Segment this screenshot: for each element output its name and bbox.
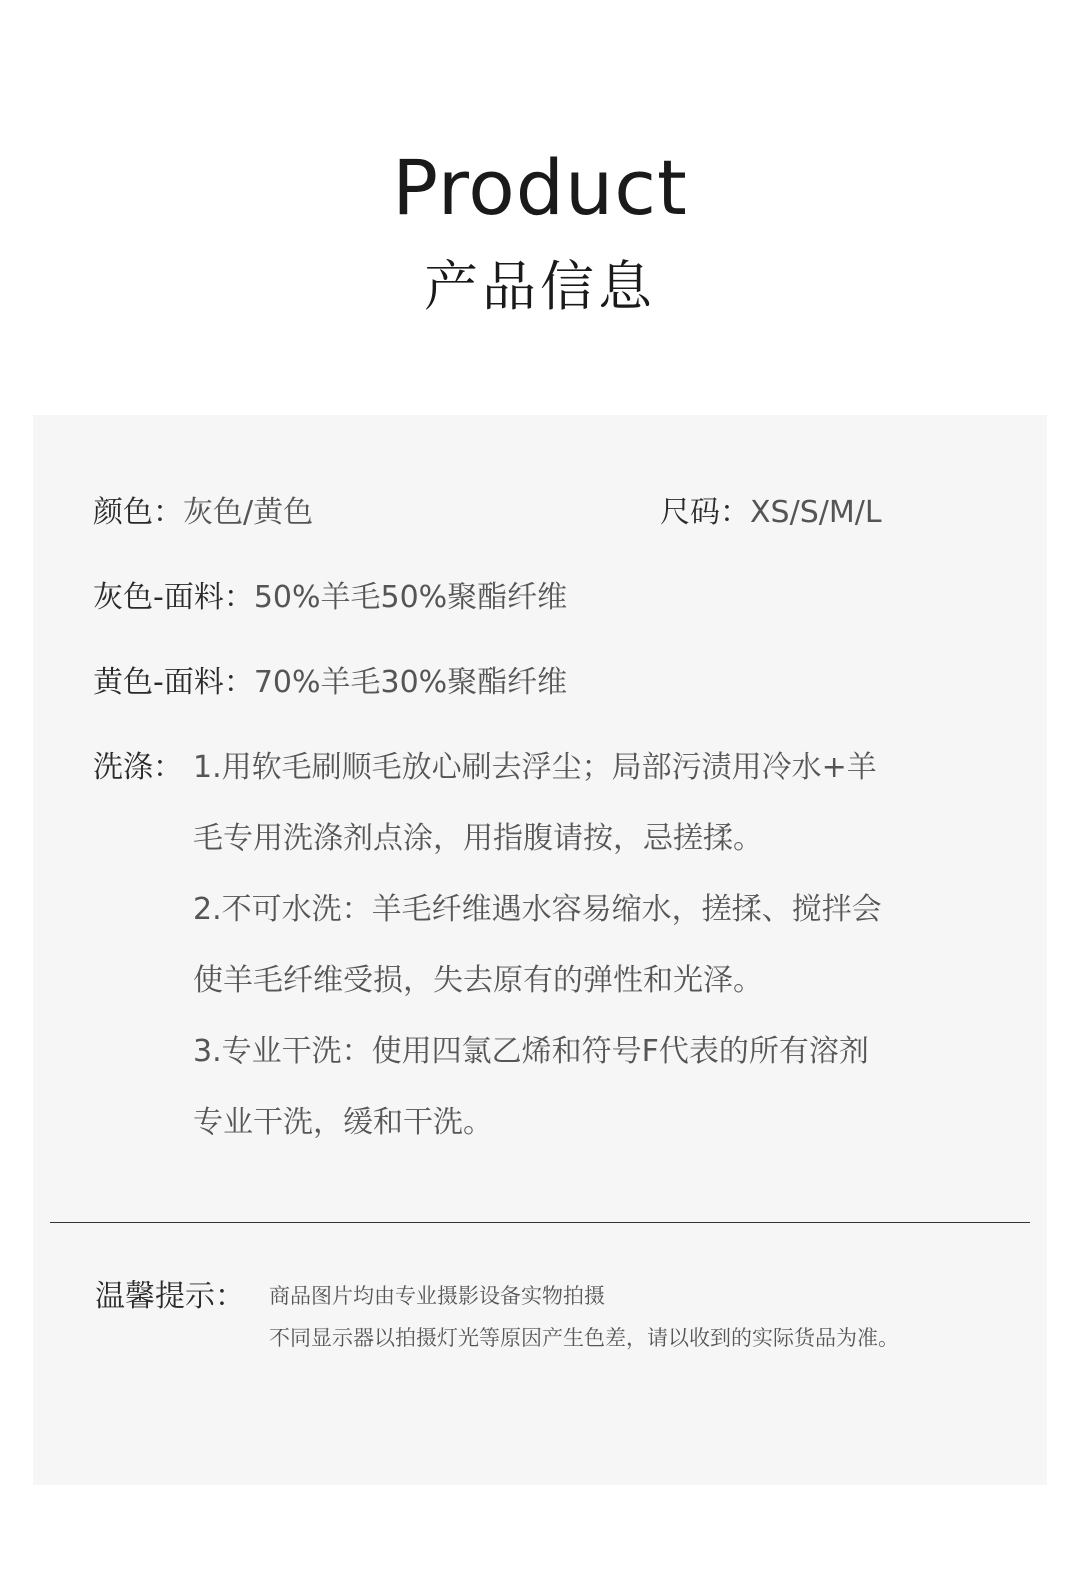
washing-label: 洗涤： <box>93 750 183 785</box>
section-divider <box>50 1222 1030 1223</box>
tips-line-2: 不同显示器以拍摄灯光等原因产生色差，请以收到的实际货品为准。 <box>269 1326 899 1350</box>
page-title-cn: 产品信息 <box>424 255 656 318</box>
washing-line-5: 3.专业干洗：使用四氯乙烯和符号F代表的所有溶剂 <box>193 1034 869 1069</box>
size-value: XS/S/M/L <box>750 495 882 530</box>
tips-label: 温馨提示： <box>95 1279 245 1314</box>
gray-fabric-row <box>93 578 567 618</box>
yellow-fabric-row <box>93 663 567 703</box>
color-label: 颜色： <box>93 495 183 530</box>
color-value: 灰色/黄色 <box>183 495 314 530</box>
yellow-fabric-label: 黄色-面料： <box>93 665 254 700</box>
gray-fabric-label: 灰色-面料： <box>93 580 254 615</box>
washing-line-4: 使羊毛纤维受损，失去原有的弹性和光泽。 <box>193 963 763 998</box>
yellow-fabric-value: 70%羊毛30%聚酯纤维 <box>253 665 568 700</box>
size-row <box>660 493 882 533</box>
washing-line-1: 1.用软毛刷顺毛放心刷去浮尘；局部污渍用冷水+羊 <box>193 750 877 785</box>
color-row <box>93 493 313 533</box>
product-info-card <box>33 415 1047 1485</box>
tips-line-1: 商品图片均由专业摄影设备实物拍摄 <box>269 1284 605 1308</box>
washing-line-3: 2.不可水洗：羊毛纤维遇水容易缩水，搓揉、搅拌会 <box>193 892 882 927</box>
page-title-en: Product <box>392 143 688 232</box>
gray-fabric-value: 50%羊毛50%聚酯纤维 <box>253 580 568 615</box>
washing-line-2: 毛专用洗涤剂点涂，用指腹请按，忌搓揉。 <box>193 821 763 856</box>
washing-line-6: 专业干洗，缓和干洗。 <box>193 1105 493 1140</box>
size-label: 尺码： <box>660 495 750 530</box>
